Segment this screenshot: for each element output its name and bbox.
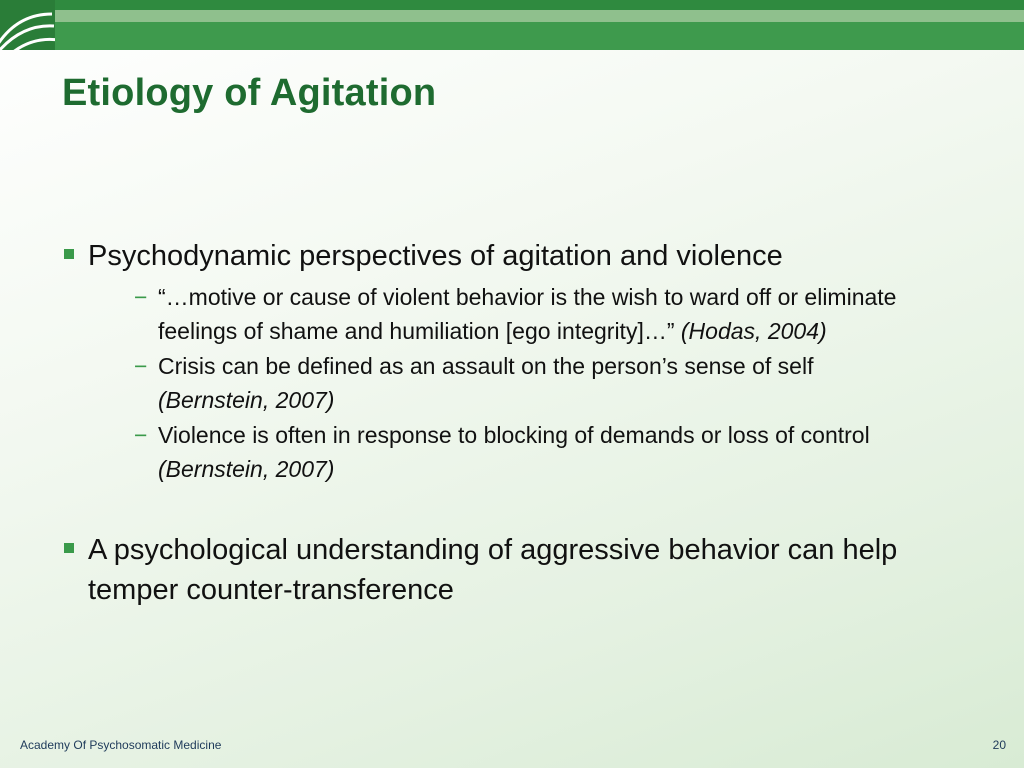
sub-bullet-text: “…motive or cause of violent behavior is the wish to ward off or eliminate feelings of shame and humiliation [ego integrity]…” — [158, 284, 897, 344]
citation: (Hodas, 2004) — [680, 318, 827, 344]
bullet-psychodynamic — [62, 236, 982, 486]
dash-marker: − — [134, 284, 148, 310]
header-band-mid-stripe — [55, 22, 1024, 50]
bullet-text: Psychodynamic perspectives of agitation and violence — [88, 240, 783, 272]
dash-marker: − — [134, 353, 148, 379]
slide-content — [62, 236, 982, 610]
header-band-light-stripe — [55, 10, 1024, 22]
footer-organization: Academy Of Psychosomatic Medicine — [20, 738, 222, 752]
page-number: 20 — [992, 738, 1006, 752]
sub-bullet-crisis — [88, 349, 982, 417]
header-band-dark-stripe — [55, 0, 1024, 10]
citation: (Bernstein, 2007) — [158, 387, 335, 413]
sub-bullet-violence — [88, 418, 982, 486]
sub-bullet-text: Violence is often in response to blocking of demands or loss of control — [158, 422, 870, 448]
dash-marker: − — [134, 422, 148, 448]
sub-bullet-list — [88, 280, 982, 486]
arc-logo-icon — [0, 0, 55, 50]
slide-title: Etiology of Agitation — [62, 72, 437, 114]
square-bullet-icon — [64, 543, 74, 553]
bullet-text: A psychological understanding of aggressive behavior can help temper counter-transference — [88, 534, 898, 606]
sub-bullet-text: Crisis can be defined as an assault on the person’s sense of self — [158, 353, 814, 379]
header-band — [0, 0, 1024, 50]
sub-bullet-hodas — [88, 280, 982, 348]
bullet-psychological-understanding — [62, 530, 982, 610]
citation: (Bernstein, 2007) — [158, 456, 335, 482]
square-bullet-icon — [64, 249, 74, 259]
